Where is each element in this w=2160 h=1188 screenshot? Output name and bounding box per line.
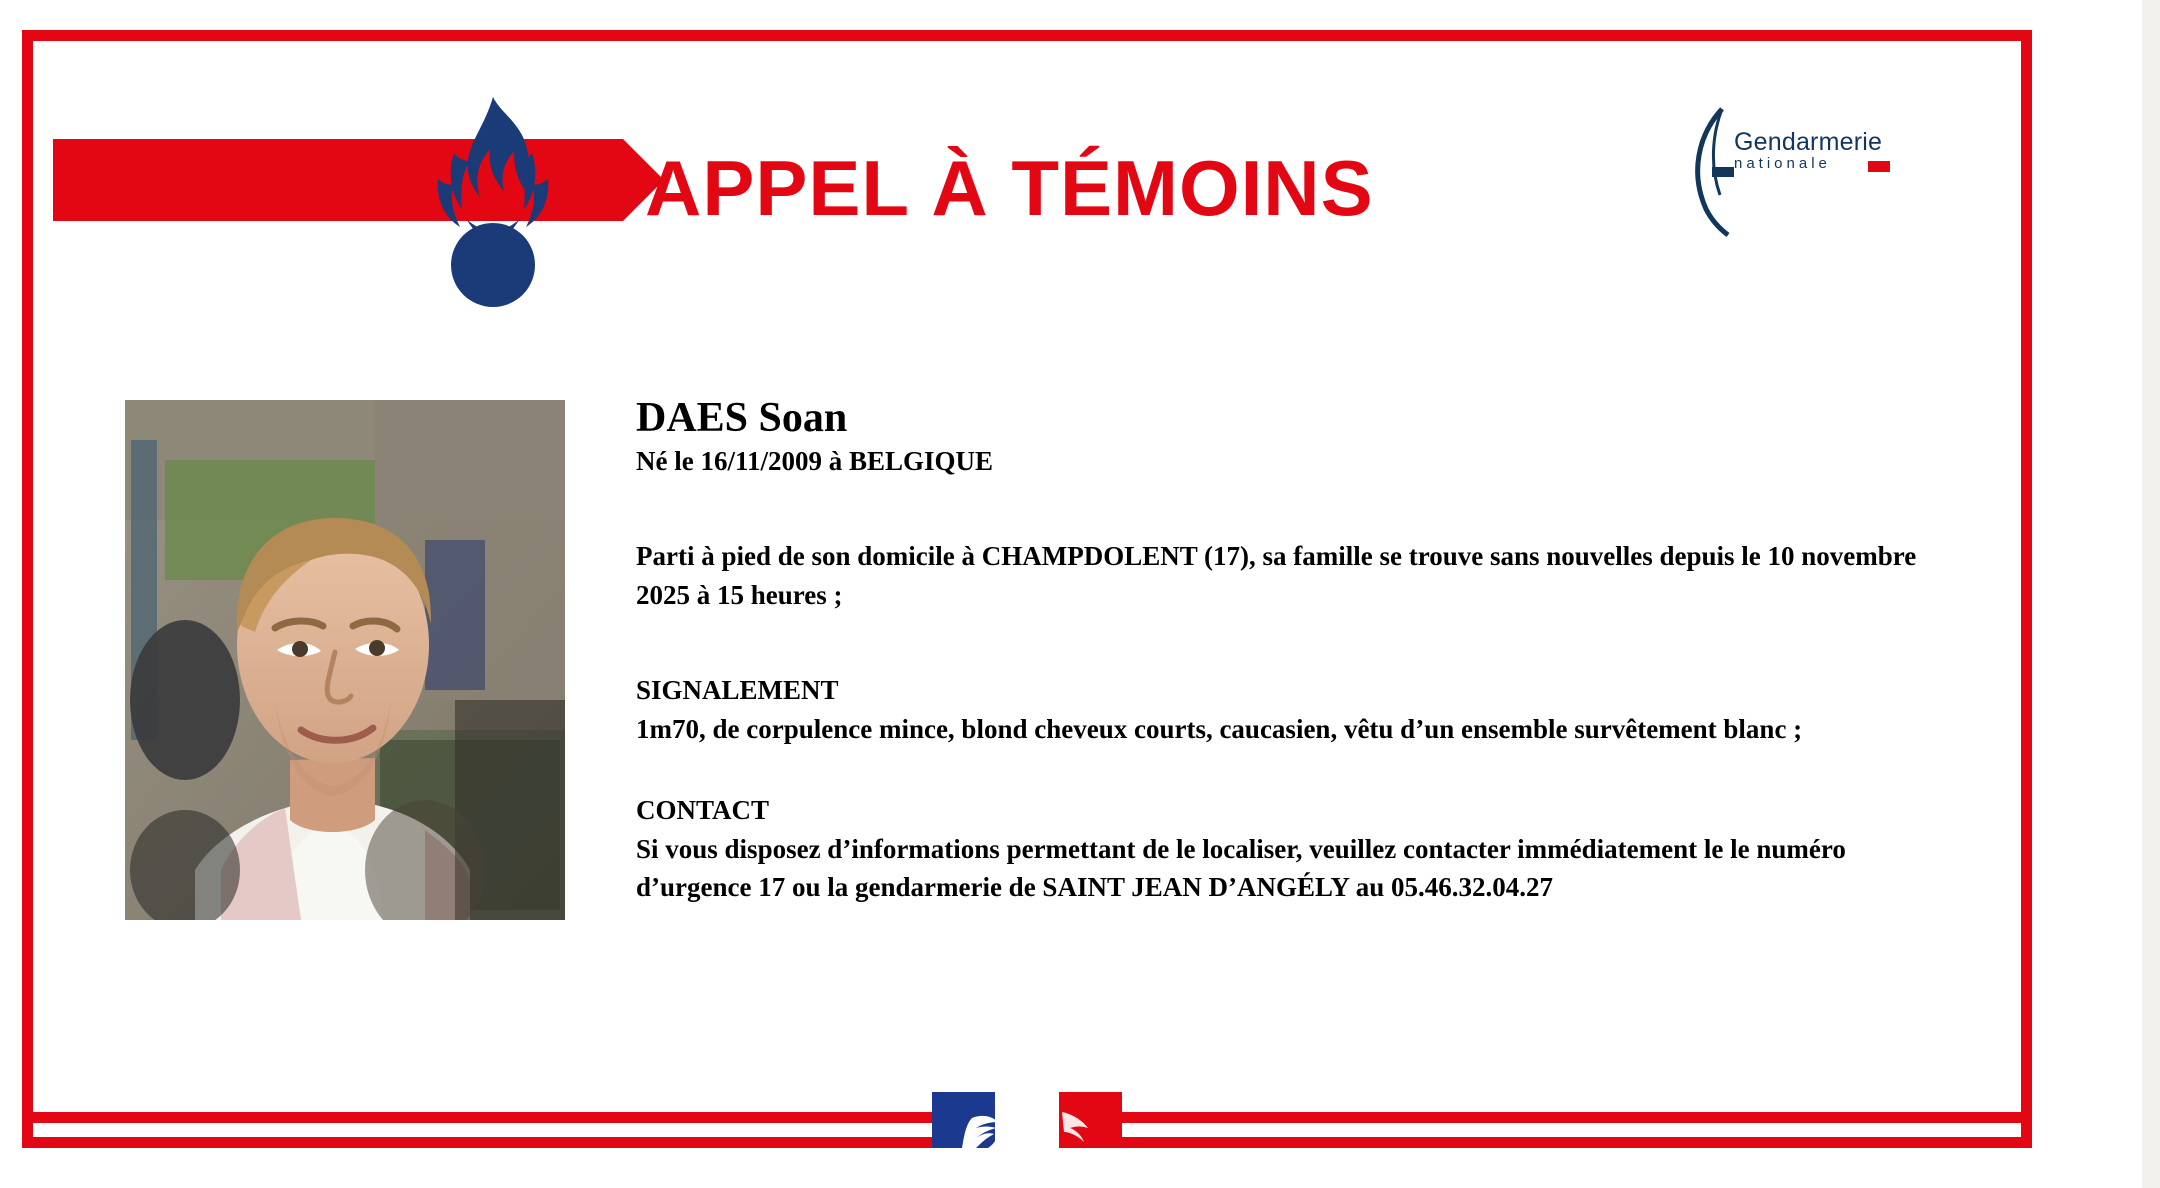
person-name: DAES Soan [636, 395, 848, 441]
section-contact-title: CONTACT [636, 794, 770, 825]
missing-person-photo [125, 400, 565, 920]
poster-header [33, 41, 2021, 276]
person-details [636, 396, 1926, 906]
poster-title: APPEL À TÉMOINS [645, 144, 1374, 232]
circumstances-text: Parti à pied de son domicile à CHAMPDOLENT (17), sa famille se trouve sans nouvelles depuis le 10 novembre 2025 à 15 heures ; [636, 541, 1917, 610]
person-birth: Né le 16/11/2009 à BELGIQUE [636, 446, 994, 477]
gendarmerie-nationale-logo [1676, 101, 1891, 241]
marianne-french-republic-icon [932, 1092, 1122, 1148]
appeal-poster [22, 30, 2032, 1148]
gendarmerie-logo-text [1734, 129, 1882, 173]
section-contact [636, 792, 1926, 906]
section-signalement [636, 672, 1926, 748]
section-signalement-title: SIGNALEMENT [636, 674, 839, 705]
section-signalement-text: 1m70, de corpulence mince, blond cheveux courts, caucasien, vêtu d’un ensemble survêtement blanc ; [636, 713, 1803, 744]
footer-bar-right [1102, 1112, 2032, 1123]
section-contact-text: Si vous disposez d’informations permettant de le localiser, veuillez contacter immédiatement le le numéro d’urgence 17 ou la gendarmerie de SAINT JEAN D’ANGÉLY au 05.46.32.04.27 [636, 833, 1846, 903]
logo-line-2: nationale [1734, 155, 1831, 172]
poster-footer [22, 1088, 2032, 1148]
logo-line-1: Gendarmerie [1734, 128, 1883, 156]
footer-bar-left [22, 1112, 952, 1123]
grenade-icon [418, 93, 568, 308]
